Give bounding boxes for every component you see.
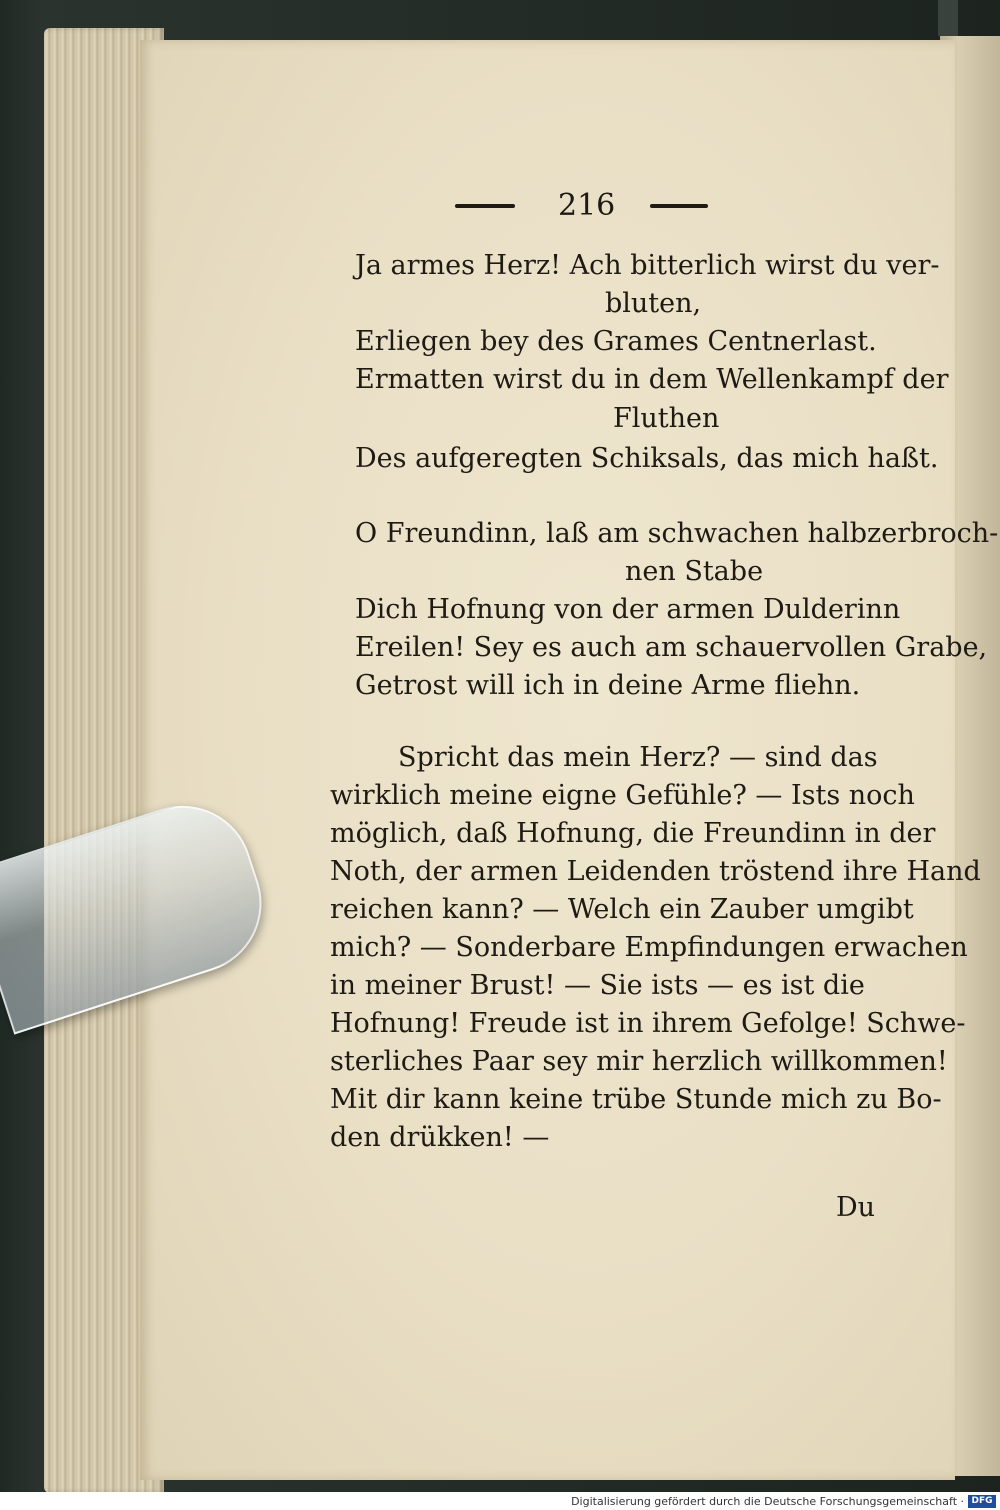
prose-line: reichen kann? — Welch ein Zauber umgibt [330,894,914,925]
poem-line: Fluthen [613,403,720,434]
dfg-logo: DFG [968,1495,996,1508]
prose-line: möglich, daß Hofnung, die Freundinn in der [330,818,936,849]
catchword: Du [836,1192,876,1223]
prose-line: wirklich meine eigne Gefühle? — Ists noch [330,780,915,811]
ornament-right [650,204,708,208]
poem-line: Dich Hofnung von der armen Dulderinn [355,594,901,625]
prose-line: Mit dir kann keine trübe Stunde mich zu Bo- [330,1084,942,1115]
prose-line: Hofnung! Freude ist in ihrem Gefolge! Schwe- [330,1008,966,1039]
prose-line: den drükken! — [330,1122,550,1153]
poem-line: nen Stabe [625,556,764,587]
prose-line: in meiner Brust! — Sie ists — es ist die [330,970,865,1001]
footer-bar [0,1492,1000,1510]
funding-notice: Digitalisierung gefördert durch die Deutsche Forschungsgemeinschaft · [571,1495,964,1508]
page-header [455,188,715,222]
poem-line: Ermatten wirst du in dem Wellenkampf der [355,364,949,395]
prose-line: mich? — Sonderbare Empfindungen erwachen [330,932,968,963]
poem-line: Getrost will ich in deine Arme fliehn. [355,670,861,701]
prose-line: Noth, der armen Leidenden tröstend ihre Hand [330,856,981,887]
poem-line: Ereilen! Sey es auch am schauervollen Grabe, [355,632,988,663]
ornament-left [455,204,515,208]
poem-line: Erliegen bey des Grames Centnerlast. [355,326,877,357]
poem-line: Des aufgeregten Schiksals, das mich haßt. [355,443,939,474]
page-number: 216 [558,188,616,223]
poem-line: O Freundinn, laß am schwachen halbzerbroch- [355,518,999,549]
prose-line: Spricht das mein Herz? — sind das [398,742,878,773]
poem-line: bluten, [605,288,702,319]
prose-line: sterliches Paar sey mir herzlich willkommen! [330,1046,948,1077]
poem-line: Ja armes Herz! Ach bitterlich wirst du ver- [355,250,940,281]
book-spine [938,0,958,36]
